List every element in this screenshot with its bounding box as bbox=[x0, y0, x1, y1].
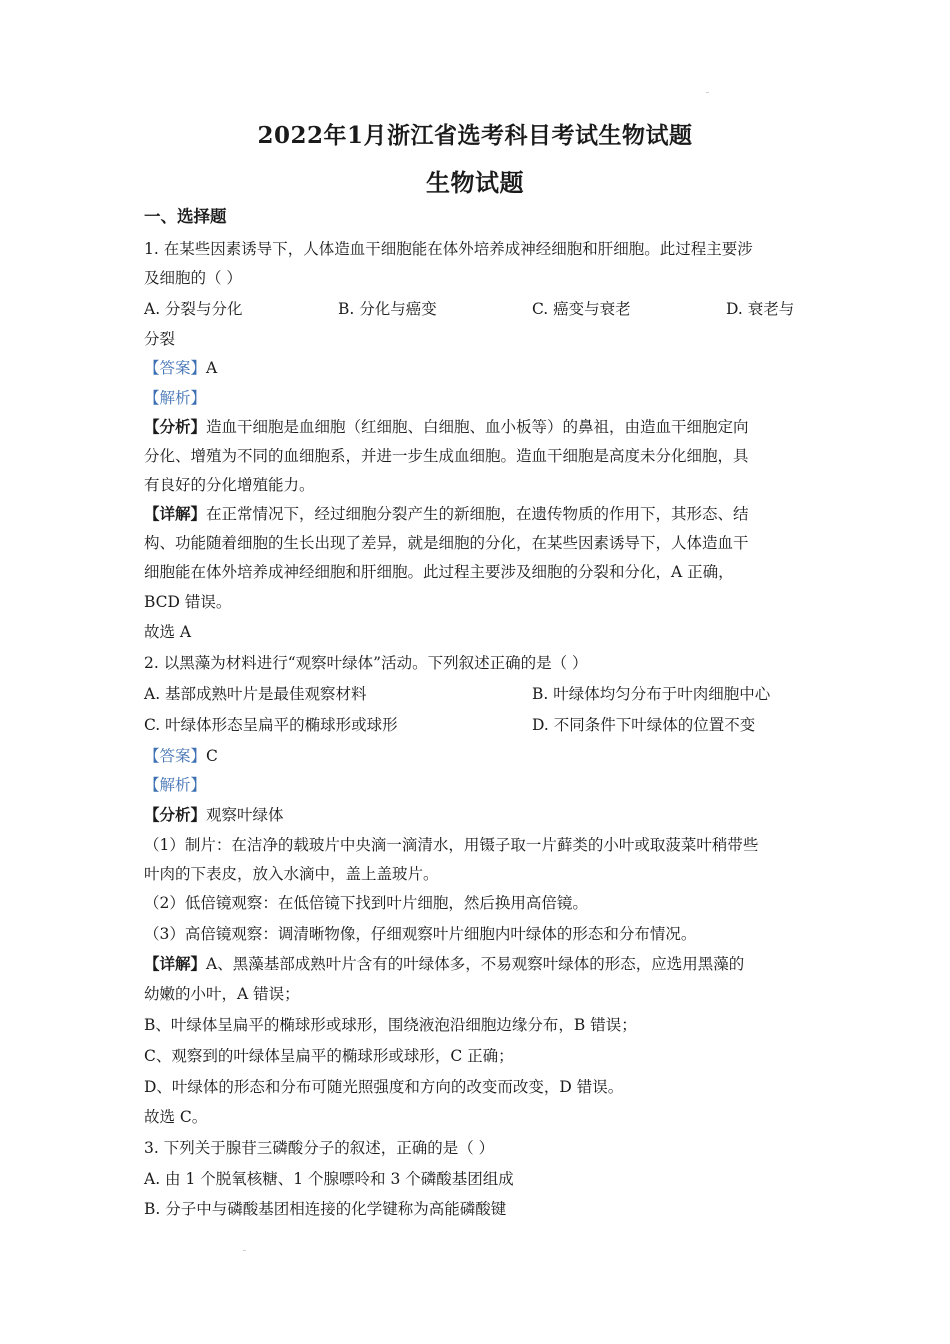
q2-option-d: D. 不同条件下叶绿体的位置不变 bbox=[532, 716, 756, 734]
answer-tag: 【答案】 bbox=[144, 747, 207, 765]
q2-analysis-title: 观察叶绿体 bbox=[206, 806, 284, 824]
answer-tag: 【答案】 bbox=[144, 359, 207, 377]
q1-analysis-line-2: 分化、增殖为不同的血细胞系，并进一步生成血细胞。造血干细胞是高度未分化细胞，具 bbox=[144, 447, 749, 465]
q1-option-c: C. 癌变与衰老 bbox=[532, 300, 631, 318]
q3-option-a: A. 由 1 个脱氧核糖、1 个腺嘌呤和 3 个磷酸基团组成 bbox=[144, 1170, 514, 1188]
q3-option-b: B. 分子中与磷酸基团相连接的化学键称为高能磷酸键 bbox=[144, 1200, 507, 1218]
q2-analysis-heading: 【解析】 bbox=[144, 776, 207, 794]
q1-analysis-line-3: 有良好的分化增殖能力。 bbox=[144, 476, 315, 494]
scan-mark bbox=[706, 92, 709, 93]
detail-tag: 【详解】 bbox=[144, 954, 207, 973]
q2-detail-line-4: C、观察到的叶绿体呈扁平的椭球形或球形，C 正确； bbox=[144, 1047, 514, 1065]
q2-detail-line-5: D、叶绿体的形态和分布可随光照强度和方向的改变而改变，D 错误。 bbox=[144, 1078, 624, 1096]
q2-option-c: C. 叶绿体形态呈扁平的椭球形或球形 bbox=[144, 716, 398, 734]
q2-detail-text-1: A、黑藻基部成熟叶片含有的叶绿体多，不易观察叶绿体的形态，应选用黑藻的 bbox=[206, 955, 745, 973]
q1-detail-line-2: 构、功能随着细胞的生长出现了差异，就是细胞的分化，在某些因素诱导下，人体造血干 bbox=[144, 534, 749, 552]
q1-answer-value: A bbox=[206, 359, 218, 377]
q2-analysis-line bbox=[144, 804, 284, 826]
analysis-tag: 【分析】 bbox=[144, 417, 207, 436]
q2-answer-value: C bbox=[206, 747, 218, 765]
q2-detail-line-3: B、叶绿体呈扁平的椭球形或球形，围绕液泡沿细胞边缘分布，B 错误； bbox=[144, 1016, 637, 1034]
q1-stem-line-1: 1. 在某些因素诱导下，人体造血干细胞能在体外培养成神经细胞和肝细胞。此过程主要涉 bbox=[144, 240, 753, 258]
q1-option-a: A. 分裂与分化 bbox=[144, 300, 243, 318]
scan-mark bbox=[243, 1250, 246, 1251]
q2-option-a: A. 基部成熟叶片是最佳观察材料 bbox=[144, 685, 367, 703]
analysis-tag: 【分析】 bbox=[144, 805, 207, 824]
q2-step1-line-1: （1）制片：在洁净的载玻片中央滴一滴清水，用镊子取一片藓类的小叶或取菠菜叶稍带些 bbox=[144, 836, 759, 854]
q1-option-d: D. 衰老与 bbox=[726, 300, 795, 318]
q2-option-b: B. 叶绿体均匀分布于叶肉细胞中心 bbox=[532, 685, 771, 703]
q1-answer bbox=[144, 357, 217, 379]
q1-analysis-line-1 bbox=[144, 416, 749, 438]
q1-detail-line-3: 细胞能在体外培养成神经细胞和肝细胞。此过程主要涉及细胞的分裂和分化，A 正确， bbox=[144, 563, 734, 581]
q1-detail-line-1 bbox=[144, 503, 749, 525]
detail-tag: 【详解】 bbox=[144, 504, 207, 523]
main-title: 2022年1月浙江省选考科目考试生物试题 bbox=[257, 122, 693, 149]
q2-detail-line-2: 幼嫩的小叶，A 错误； bbox=[144, 985, 300, 1003]
q1-option-d-continued: 分裂 bbox=[144, 330, 176, 348]
q2-step2: （2）低倍镜观察：在低倍镜下找到叶片细胞，然后换用高倍镜。 bbox=[144, 894, 588, 912]
q2-step1-line-2: 叶肉的下表皮，放入水滴中，盖上盖玻片。 bbox=[144, 865, 439, 883]
q1-analysis-heading: 【解析】 bbox=[144, 389, 207, 407]
q2-step3: （3）高倍镜观察：调清晰物像，仔细观察叶片细胞内叶绿体的形态和分布情况。 bbox=[144, 925, 697, 943]
q1-detail-text-1: 在正常情况下，经过细胞分裂产生的新细胞，在遗传物质的作用下，其形态、结 bbox=[206, 505, 749, 523]
q2-stem: 2. 以黑藻为材料进行“观察叶绿体”活动。下列叙述正确的是（ ） bbox=[144, 654, 588, 672]
q1-choose: 故选 A bbox=[144, 623, 192, 641]
section-heading: 一、选择题 bbox=[144, 207, 227, 226]
q2-detail-line-1 bbox=[144, 953, 744, 975]
q2-answer bbox=[144, 745, 218, 767]
q3-stem: 3. 下列关于腺苷三磷酸分子的叙述，正确的是（ ） bbox=[144, 1139, 495, 1157]
sub-title: 生物试题 bbox=[426, 168, 524, 197]
q1-option-b: B. 分化与癌变 bbox=[338, 300, 437, 318]
q2-choose: 故选 C。 bbox=[144, 1108, 208, 1126]
q1-detail-line-4: BCD 错误。 bbox=[144, 593, 232, 611]
q1-stem-line-2: 及细胞的（ ） bbox=[144, 269, 242, 287]
q1-analysis-text-1: 造血干细胞是血细胞（红细胞、白细胞、血小板等）的鼻祖，由造血干细胞定向 bbox=[206, 418, 749, 436]
